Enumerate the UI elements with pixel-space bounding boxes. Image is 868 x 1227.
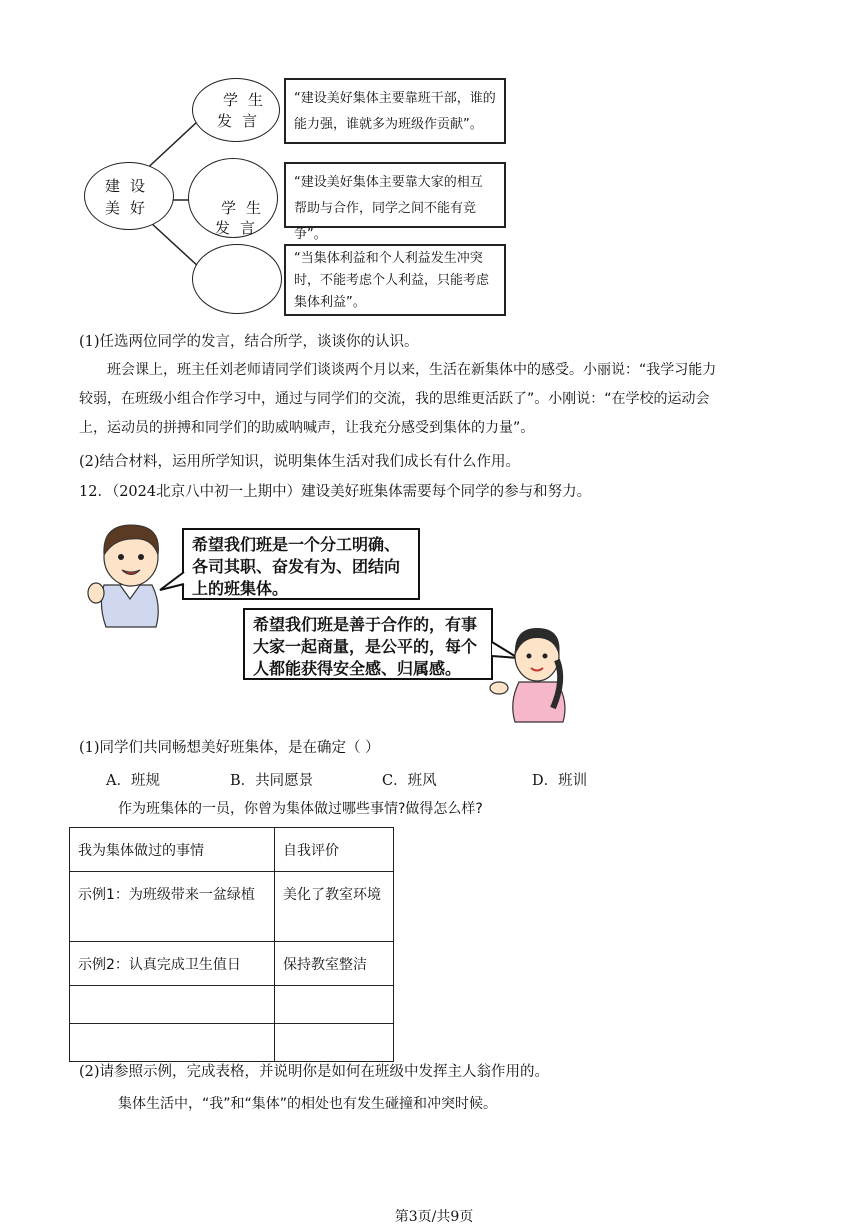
option-b[interactable]: B．共同愿景 — [230, 773, 314, 789]
q11-material-line1: 班会课上，班主任刘老师请同学们谈谈两个月以来，生活在新集体中的感受。小丽说：“我学习能力 — [107, 362, 717, 378]
center-node — [84, 162, 174, 230]
speech-node-2-line2: 发言 — [215, 219, 266, 237]
boy-bubble-tail — [158, 570, 186, 594]
table-header-cell: 自我评价 — [275, 828, 394, 872]
speech-node-2-line1: 学生 — [221, 199, 272, 217]
girl-illustration — [485, 620, 575, 724]
speech-node-1-line2: 发言 — [217, 112, 268, 130]
table-cell-empty[interactable] — [275, 986, 394, 1024]
quote-2-text: “建设美好集体主要靠大家的相互 帮助与合作，同学之间不能有竞争”。 — [294, 175, 483, 242]
table-cell: 示例1：为班级带来一盆绿植 — [70, 872, 275, 942]
next-material: 集体生活中，“我”和“集体”的相处也有发生碰撞和冲突时候。 — [118, 1096, 498, 1112]
option-c[interactable]: C．班风 — [382, 773, 437, 789]
center-node-label-1: 建设 — [105, 177, 156, 195]
q12-sub1: (1)同学们共同畅想美好班集体，是在确定（ ） — [79, 740, 380, 756]
table-row — [70, 986, 394, 1024]
quote-1-text: “建设美好集体主要靠班干部，谁的能力强，谁就多为班级作贡献”。 — [294, 91, 496, 132]
self-evaluation-table — [69, 827, 394, 1062]
speech-node-1 — [192, 78, 280, 142]
table-row — [70, 872, 394, 942]
table-cell-empty[interactable] — [70, 986, 275, 1024]
table-row — [70, 1024, 394, 1062]
table-header-row — [70, 828, 394, 872]
table-cell-empty[interactable] — [70, 1024, 275, 1062]
boy-speech-text: 希望我们班是一个分工明确、各司其职、奋发有为、团结向上的班集体。 — [192, 535, 401, 598]
table-cell-empty[interactable] — [275, 1024, 394, 1062]
option-a[interactable]: A．班规 — [106, 773, 160, 789]
girl-speech-text: 希望我们班是善于合作的，有事大家一起商量，是公平的，每个人都能获得安全感、归属感。 — [253, 615, 478, 678]
table-cell: 示例2：认真完成卫生值日 — [70, 942, 275, 986]
speech-node-3 — [192, 244, 282, 314]
table-row — [70, 942, 394, 986]
table-cell: 保持教室整洁 — [275, 942, 394, 986]
q12-stem: 12．（2024北京八中初一上期中）建设美好班集体需要每个同学的参与和努力。 — [79, 484, 592, 500]
q11-material-line3: 上，运动员的拼搏和同学们的助威呐喊声，让我充分感受到集体的力量”。 — [79, 420, 535, 436]
q12-sub2: (2)请参照示例，完成表格，并说明你是如何在班级中发挥主人翁作用的。 — [79, 1064, 550, 1080]
speech-node-2 — [188, 158, 278, 238]
option-d[interactable]: D．班训 — [532, 773, 588, 789]
q11-sub1: (1)任选两位同学的发言，结合所学，谈谈你的认识。 — [79, 334, 419, 350]
quote-box-2 — [284, 162, 506, 242]
q11-sub2: (2)结合材料，运用所学知识，说明集体生活对我们成长有什么作用。 — [79, 454, 521, 470]
table-cell: 美化了教室环境 — [275, 872, 394, 942]
girl-speech-bubble — [243, 608, 493, 680]
page-number: 第3页/共9页 — [394, 1209, 474, 1225]
boy-speech-bubble — [182, 528, 420, 600]
center-node-label-2: 美好 — [105, 199, 156, 217]
q11-material — [79, 356, 791, 443]
speech-node-1-line1: 学生 — [223, 91, 274, 109]
quote-box-1 — [284, 78, 506, 144]
quote-3-text: “当集体利益和个人利益发生冲突 时，不能考虑个人利益，只能考虑集体利益”。 — [294, 251, 490, 310]
q12-intro: 作为班集体的一员，你曾为集体做过哪些事情?做得怎么样? — [118, 801, 483, 817]
quote-box-3 — [284, 244, 506, 316]
table-header-cell: 我为集体做过的事情 — [70, 828, 275, 872]
q11-material-line2: 较弱，在班级小组合作学习中，通过与同学们的交流，我的思维更活跃了”。小刚说：“在学校的运动会 — [79, 391, 710, 407]
